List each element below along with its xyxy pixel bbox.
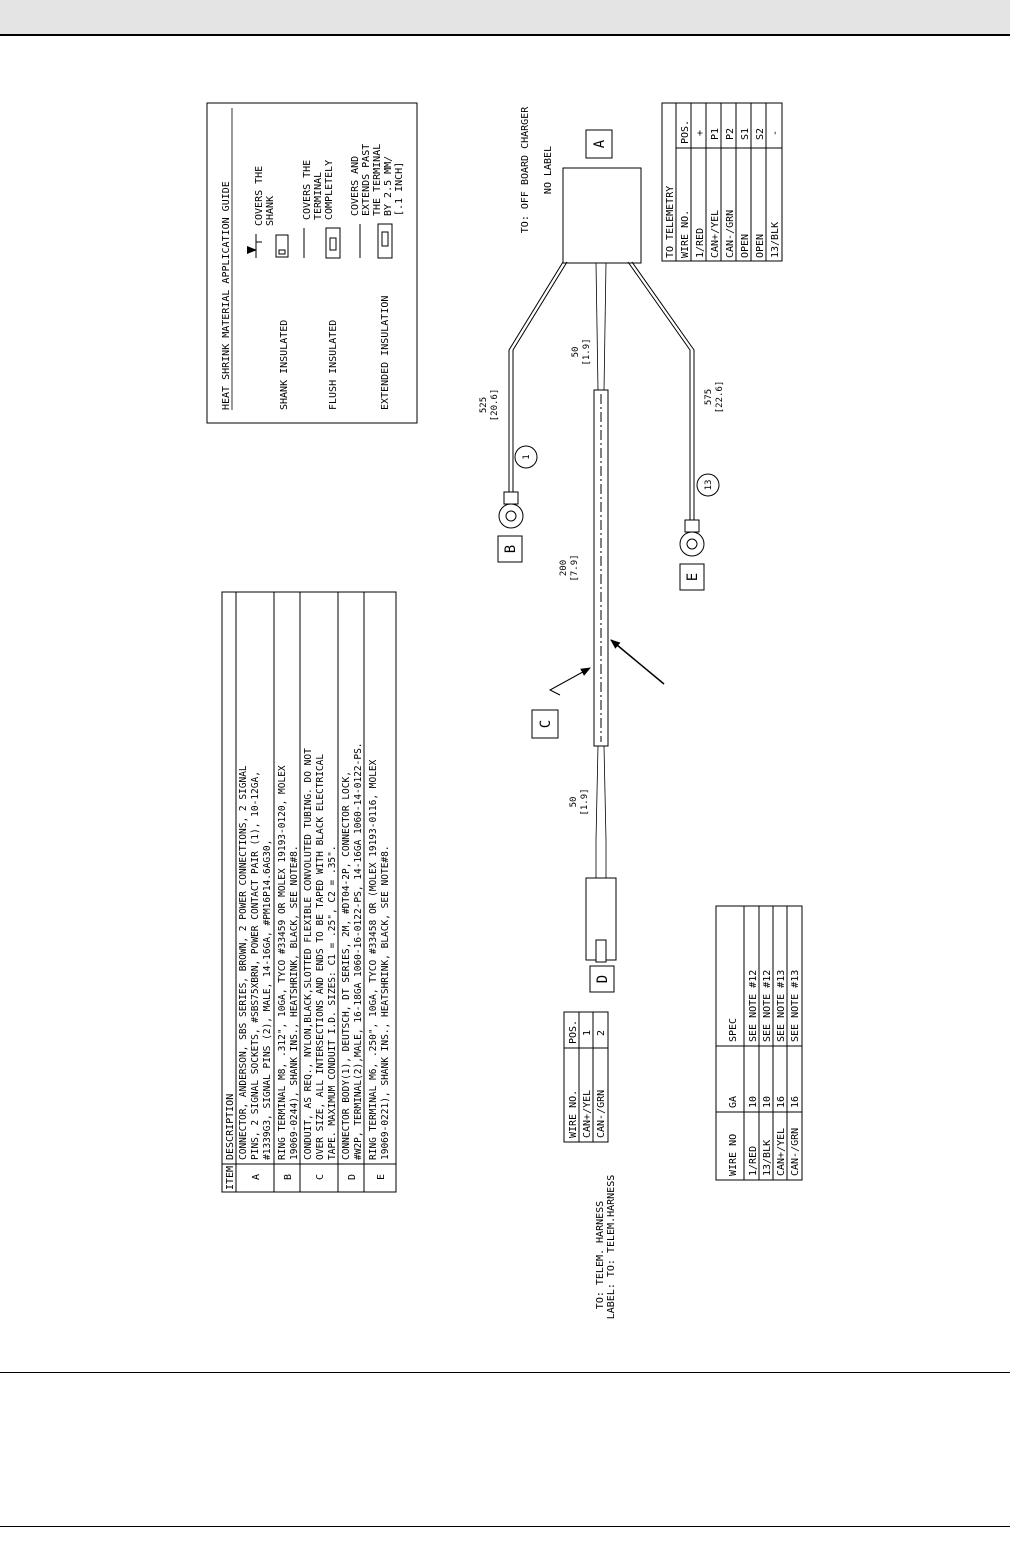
top-header-bar bbox=[0, 0, 1010, 36]
conduit-c-leader bbox=[550, 668, 590, 695]
item-desc-line: PINS, 2 SIGNAL SOCKETS, #SBS75XBRN, POWER CONTACT PAIR (1), 10-12GA, bbox=[250, 771, 261, 1160]
connector-d-callout: D bbox=[595, 974, 611, 984]
connector-d-body bbox=[586, 878, 616, 962]
dim-wire13-in: [22.6] bbox=[715, 380, 725, 414]
telemetry-cell: 13/BLK bbox=[770, 221, 781, 258]
item-desc-line: RING TERMINAL M6, .250", 10GA, TYCO #33458 OR (MOLEX 19193-0116, MOLEX bbox=[368, 759, 379, 1160]
telemetry-cell: OPEN bbox=[740, 233, 751, 258]
frame-line-bottom bbox=[0, 1526, 1010, 1527]
frame-line-lower bbox=[0, 1372, 1010, 1373]
d-to-text: TO: TELEM. HARNESS bbox=[595, 1200, 606, 1310]
spec-cell: 16 bbox=[776, 1095, 787, 1108]
conduit-c bbox=[594, 390, 608, 746]
spec-cell: SEE NOTE #12 bbox=[748, 969, 759, 1042]
spec-cell: SEE NOTE #12 bbox=[762, 969, 773, 1042]
dim-breakout-d-in: [1.9] bbox=[580, 788, 590, 816]
wiring-diagram bbox=[0, 36, 1010, 1372]
spec-cell: CAN+/YEL bbox=[776, 1127, 787, 1176]
telemetry-header: POS. bbox=[680, 119, 691, 144]
item-id: E bbox=[376, 1173, 387, 1180]
item-desc-line: CONNECTOR BODY(1), DEUTSCH, DT SERIES, 2M, #DT04-2P, CONNECTOR LOCK, bbox=[341, 771, 352, 1160]
ring-terminal-b bbox=[499, 492, 523, 528]
conduit-c-callout: C bbox=[538, 719, 554, 729]
guide-row-label: SHANK INSULATED bbox=[279, 319, 290, 410]
dim-conduit: 200 bbox=[559, 559, 569, 577]
telemetry-cell: P1 bbox=[710, 127, 721, 140]
heat-shrink-guide bbox=[207, 103, 417, 423]
connector-a-body bbox=[563, 168, 641, 263]
wire-13-blk bbox=[628, 262, 694, 520]
guide-note: COVERS AND bbox=[350, 155, 361, 216]
item-header: ITEM bbox=[225, 1165, 236, 1190]
item-desc-line: 19069-0221), SHANK INS., HEATSHRINK, BLACK, SEE NOTE#8. bbox=[380, 845, 391, 1160]
extended-insulation-icon bbox=[360, 224, 392, 258]
spec-header: GA bbox=[728, 1095, 739, 1108]
item-id: A bbox=[251, 1173, 262, 1180]
dim-breakout-a: 50 bbox=[571, 346, 581, 358]
item-id: B bbox=[283, 1173, 294, 1180]
terminal-b-callout: B bbox=[503, 544, 519, 554]
a-to-text: TO: OFF BOARD CHARGER bbox=[520, 106, 531, 234]
item-desc-line: TAPE. MAXIMUM CONDUIT I.D. SIZES: C1 = .25", C2 = .35". bbox=[327, 845, 338, 1160]
guide-note: [.1 INCH] bbox=[394, 161, 405, 216]
telemetry-cell: S2 bbox=[755, 127, 766, 140]
item-desc-line: CONNECTOR, ANDERSON, SBS SERIES, BROWN, 2 POWER CONNECTIONS, 2 SIGNAL bbox=[238, 765, 249, 1160]
spec-cell: 16 bbox=[790, 1095, 801, 1108]
guide-note: SHANK bbox=[265, 195, 276, 226]
d-label-text: LABEL: TO: TELEM.HARNESS bbox=[606, 1174, 617, 1320]
d-table-header-pos: POS. bbox=[568, 1019, 579, 1044]
guide-note: COVERS THE bbox=[254, 165, 265, 226]
dim-conduit-in: [7.9] bbox=[570, 554, 580, 582]
heat-shrink-title: HEAT SHRINK MATERIAL APPLICATION GUIDE bbox=[221, 181, 232, 410]
guide-note: BY 2.5 MM/ bbox=[383, 155, 394, 216]
spec-cell: CAN-/GRN bbox=[790, 1127, 801, 1176]
item-description-table bbox=[222, 592, 396, 1192]
item-desc-line: RING TERMINAL M8, .312", 10GA, TYCO #33459 OR MOLEX 19193-0120, MOLEX bbox=[277, 765, 288, 1160]
dim-breakout-a-in: [1.9] bbox=[582, 338, 592, 366]
guide-note: COVERS THE bbox=[302, 159, 313, 220]
telemetry-cell: CAN+/YEL bbox=[710, 209, 721, 258]
spec-cell: SEE NOTE #13 bbox=[776, 969, 787, 1042]
connector-a-callout: A bbox=[592, 139, 608, 149]
item-desc-line: 19069-0244), SHANK INS., HEATSHRINK, BLACK, SEE NOTE#8. bbox=[289, 845, 300, 1160]
d-table-cell: 1 bbox=[582, 1029, 593, 1036]
spec-cell: 1/RED bbox=[748, 1145, 759, 1176]
telemetry-cell: P2 bbox=[725, 127, 736, 140]
telemetry-cell: - bbox=[770, 129, 781, 136]
breakout-a bbox=[596, 263, 606, 390]
item-desc-line: OVER SIZE, ALL INTERSECTIONS AND ENDS TO BE TAPED WITH BLACK ELECTRICAL bbox=[315, 753, 326, 1160]
spec-cell: 10 bbox=[762, 1095, 773, 1108]
wire-1-tag: 1 bbox=[522, 454, 532, 460]
telemetry-header: WIRE NO. bbox=[680, 209, 691, 258]
spec-cell: 13/BLK bbox=[762, 1139, 773, 1176]
breakout-d bbox=[596, 746, 606, 878]
telemetry-table bbox=[662, 103, 782, 261]
a-label-text: NO LABEL bbox=[543, 145, 554, 195]
spec-header: WIRE NO bbox=[728, 1133, 739, 1176]
item-desc-line: #W2P, TERMINAL(2),MALE, 16-18GA 1060-16-0122-PS, 14-16GA 1060-14-0122-PS. bbox=[353, 742, 364, 1160]
d-table-header-wire: WIRE NO. bbox=[568, 1089, 579, 1138]
item-desc-line: CONDUIT, AS REQ., NYLON,BLACK,SLOTTED FLEXIBLE CONVOLUTED TUBING. DO NOT bbox=[303, 748, 314, 1160]
guide-note: COMPLETELY bbox=[324, 159, 335, 220]
guide-note: EXTENDS PAST bbox=[361, 143, 372, 216]
item-desc-line: #1339G3, SIGNAL PINS (2), MALE, 14-16GA, #PM16P14.6AG30, bbox=[262, 839, 273, 1160]
guide-note: TERMINAL bbox=[313, 171, 324, 220]
spec-header: SPEC bbox=[728, 1017, 739, 1042]
guide-row-label: FLUSH INSULATED bbox=[328, 319, 339, 410]
shank-insulated-icon bbox=[250, 234, 288, 258]
telemetry-cell: OPEN bbox=[755, 233, 766, 258]
telemetry-title: TO TELEMETRY bbox=[665, 185, 676, 258]
description-header: DESCRIPTION bbox=[225, 1093, 236, 1160]
guide-note: THE TERMINAL bbox=[372, 143, 383, 216]
connector-d-table bbox=[564, 1012, 608, 1142]
telemetry-cell: + bbox=[695, 129, 706, 136]
dim-wire13: 575 bbox=[704, 388, 714, 406]
dim-wire1-in: [20.6] bbox=[490, 388, 500, 422]
wire-spec-table bbox=[716, 906, 802, 1180]
telemetry-cell: 1/RED bbox=[695, 227, 706, 258]
guide-row-label: EXTENDED INSULATION bbox=[380, 295, 391, 410]
spec-cell: 10 bbox=[748, 1095, 759, 1108]
spec-cell: SEE NOTE #13 bbox=[790, 969, 801, 1042]
telemetry-cell: S1 bbox=[740, 127, 751, 140]
ring-terminal-e bbox=[680, 520, 704, 556]
terminal-e-callout: E bbox=[685, 572, 701, 582]
d-table-cell: CAN+/YEL bbox=[582, 1089, 593, 1138]
item-id: C bbox=[315, 1173, 326, 1180]
d-table-cell: CAN-/GRN bbox=[596, 1089, 607, 1138]
d-table-cell: 2 bbox=[596, 1029, 607, 1036]
conduit-pointer-arrow bbox=[611, 640, 664, 684]
wire-13-tag: 13 bbox=[704, 479, 714, 491]
item-id: D bbox=[347, 1173, 358, 1180]
dim-wire1: 525 bbox=[479, 396, 489, 414]
telemetry-cell: CAN-/GRN bbox=[725, 209, 736, 258]
flush-insulated-icon bbox=[304, 228, 340, 258]
dim-breakout-d: 50 bbox=[569, 796, 579, 808]
